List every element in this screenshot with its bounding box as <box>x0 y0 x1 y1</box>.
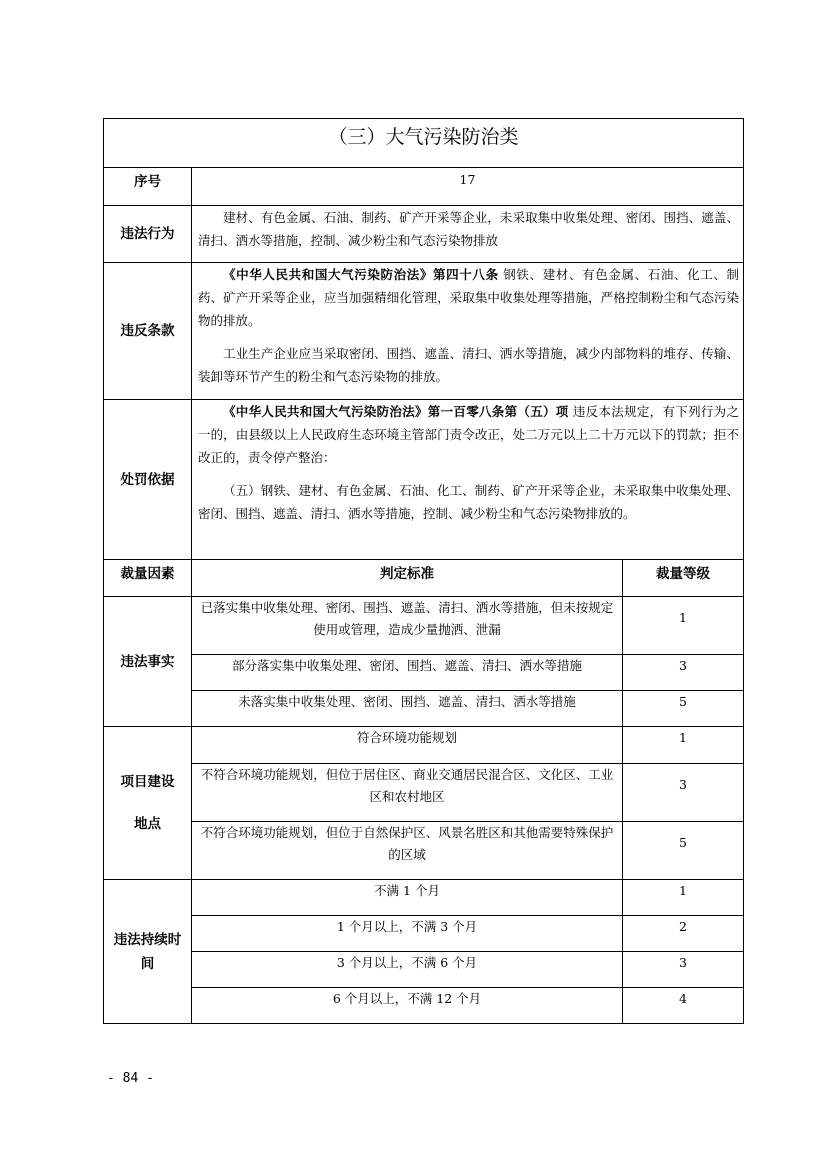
grade-cell: 2 <box>623 916 744 952</box>
grade-cell: 1 <box>623 880 744 916</box>
provision-citation: 《中华人民共和国大气污染防治法》第四十八条 <box>223 267 499 282</box>
factors-header-row <box>104 560 744 597</box>
criteria-cell: 不满 1 个月 <box>192 880 623 916</box>
violation-act-text: 建材、有色金属、石油、制药、矿产开采等企业，未采取集中收集处理、密闭、围挡、遮盖、清扫、洒水等措施，控制、减少粉尘和气态污染物排放 <box>198 210 739 248</box>
violated-provision-row <box>104 263 744 400</box>
grade-cell: 1 <box>623 597 744 655</box>
factor-name-line-1: 项目建设 <box>120 774 175 790</box>
factor-row <box>104 880 744 916</box>
provision-text-1: 钢铁、建材、有色金属、石油、化工、制药、矿产开采等企业，应当加强精细化管理，采取集中收集处理等措施，严格控制粉尘和气态污染物的排放。 <box>198 267 739 328</box>
penalty-basis-para-2: （五）钢铁、建材、有色金属、石油、化工、制药、矿产开采等企业，未采取集中收集处理、密闭、围挡、遮盖、清扫、洒水等措施，控制、减少粉尘和气态污染物排放的。 <box>198 483 739 521</box>
factor-row <box>104 952 744 988</box>
serial-value: 17 <box>192 168 744 206</box>
penalty-basis-cell <box>192 400 744 560</box>
factor-row <box>104 916 744 952</box>
criteria-cell: 部分落实集中收集处理、密闭、围挡、遮盖、清扫、洒水等措施 <box>192 655 623 691</box>
penalty-basis-row <box>104 400 744 560</box>
violation-act-label: 违法行为 <box>104 206 192 263</box>
penalty-text-1: 违反本法规定，有下列行为之一的，由县级以上人民政府生态环境主管部门责令改正，处二万元以上二十万元以下的罚款；拒不改正的，责令停产整治： <box>198 404 739 465</box>
violation-act-row <box>104 206 744 263</box>
criteria-cell: 不符合环境功能规划，但位于自然保护区、风景名胜区和其他需要特殊保护的区域 <box>192 822 623 880</box>
factor-row <box>104 822 744 880</box>
violated-provision-para-2: 工业生产企业应当采取密闭、围挡、遮盖、清扫、洒水等措施，减少内部物料的堆存、传输、装卸等环节产生的粉尘和气态污染物的排放。 <box>198 346 739 384</box>
grade-cell: 3 <box>623 764 744 822</box>
factor-column-header: 裁量因素 <box>104 560 192 597</box>
criteria-cell: 1 个月以上，不满 3 个月 <box>192 916 623 952</box>
grade-cell: 4 <box>623 988 744 1024</box>
criteria-column-header: 判定标准 <box>192 560 623 597</box>
factor-row <box>104 764 744 822</box>
violation-act-cell <box>192 206 744 263</box>
violated-provision-para-1 <box>198 263 739 332</box>
penalty-basis-label: 处罚依据 <box>104 400 192 560</box>
factor-row <box>104 727 744 764</box>
grade-column-header: 裁量等级 <box>623 560 744 597</box>
discretion-table <box>103 118 744 1024</box>
criteria-cell: 未落实集中收集处理、密闭、围挡、遮盖、清扫、洒水等措施 <box>192 691 623 727</box>
violated-provision-cell <box>192 263 744 400</box>
page-number: - 84 - <box>107 1071 154 1086</box>
criteria-cell: 不符合环境功能规划，但位于居住区、商业交通居民混合区、文化区、工业区和农村地区 <box>192 764 623 822</box>
grade-cell: 1 <box>623 727 744 764</box>
grade-cell: 5 <box>623 822 744 880</box>
factor-name: 违法事实 <box>104 597 192 727</box>
penalty-basis-para-1 <box>198 400 739 469</box>
section-title: （三）大气污染防治类 <box>104 119 744 168</box>
grade-cell: 3 <box>623 655 744 691</box>
factor-name-line-2: 地点 <box>134 816 161 832</box>
factor-row <box>104 988 744 1024</box>
criteria-cell: 符合环境功能规划 <box>192 727 623 764</box>
violated-provision-label: 违反条款 <box>104 263 192 400</box>
serial-label: 序号 <box>104 168 192 206</box>
factor-row <box>104 597 744 655</box>
criteria-cell: 3 个月以上，不满 6 个月 <box>192 952 623 988</box>
criteria-cell: 6 个月以上，不满 12 个月 <box>192 988 623 1024</box>
factor-name: 违法持续时间 <box>104 880 192 1024</box>
factor-row <box>104 691 744 727</box>
title-row <box>104 119 744 168</box>
factor-row <box>104 655 744 691</box>
criteria-cell: 已落实集中收集处理、密闭、围挡、遮盖、清扫、洒水等措施，但未按规定使用或管理，造成少量抛洒、泄漏 <box>192 597 623 655</box>
penalty-citation: 《中华人民共和国大气污染防治法》第一百零八条第（五）项 <box>223 404 569 419</box>
factor-name <box>104 727 192 880</box>
serial-row <box>104 168 744 206</box>
grade-cell: 3 <box>623 952 744 988</box>
grade-cell: 5 <box>623 691 744 727</box>
